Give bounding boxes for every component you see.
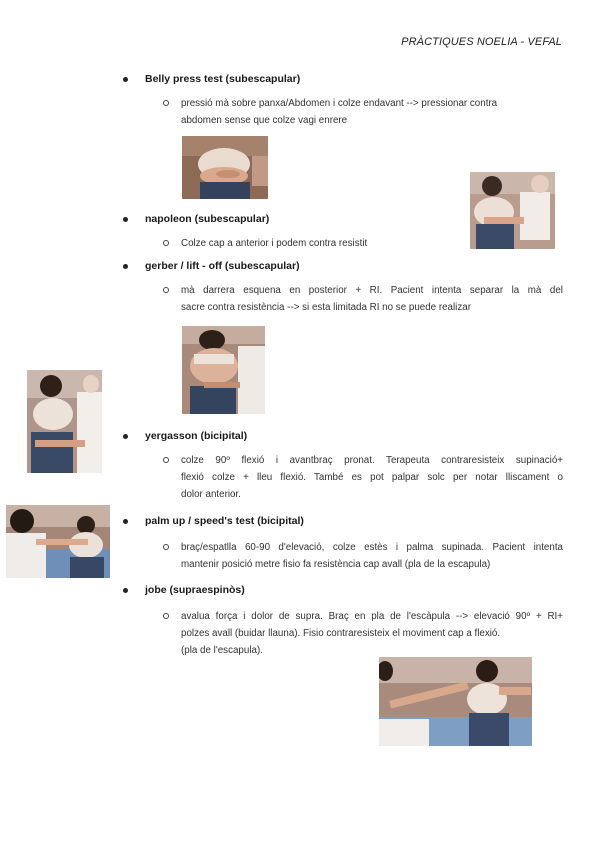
test-title: gerber / lift - off (subescapular) [145, 260, 300, 272]
test-description [181, 452, 563, 503]
test-description [181, 95, 563, 129]
description-line: avalua força i dolor de supra. Braç en pla de l'escàpula --> elevació 90º + RI+ [181, 611, 563, 622]
bullet [123, 434, 128, 439]
description-line: pressió mà sobre panxa/Abdomen i colze endavant --> pressionar contra [181, 98, 498, 109]
description-line: flexió colze + lleu flexió. També es pot palpar solc per notar lliscament o [181, 472, 563, 483]
test-title: yergasson (bicipital) [145, 430, 248, 442]
sub-bullet [163, 287, 169, 293]
sub-bullet [163, 457, 169, 463]
test-item-speed-test [145, 515, 304, 527]
description-line: abdomen sense que colze vagi enrere [181, 115, 348, 126]
test-description [181, 235, 563, 252]
bullet [123, 77, 128, 82]
lift-off-photo [182, 326, 265, 414]
test-description [181, 539, 563, 573]
jobe-photo [379, 657, 532, 746]
sub-bullet [163, 544, 169, 550]
bullet [123, 519, 128, 524]
speed-test-photo [6, 505, 110, 578]
test-description [181, 282, 563, 316]
test-title: Belly press test (subescapular) [145, 73, 301, 85]
sub-bullet [163, 240, 169, 246]
test-title: napoleon (subescapular) [145, 213, 270, 225]
test-item-lift-off [145, 260, 300, 272]
test-item-napoleon [145, 213, 269, 225]
sub-bullet [163, 613, 169, 619]
description-line: sacre contra resistència --> si esta limitada RI no se puede realizar [181, 302, 471, 313]
description-line: (pla de l'escapula). [181, 645, 263, 656]
description-line: Colze cap a anterior i podem contra resistit [181, 238, 368, 249]
test-item-jobe [145, 584, 245, 596]
test-title: jobe (supraespinòs) [145, 584, 245, 596]
bullet [123, 588, 128, 593]
description-line: colze 90º flexió i avantbraç pronat. Terapeuta contraresisteix supinació+ [181, 455, 563, 466]
description-line: dolor anterior. [181, 489, 241, 500]
belly-press-photo [182, 136, 268, 199]
sub-bullet [163, 100, 169, 106]
yergasson-photo [27, 370, 102, 473]
test-item-belly-press [145, 73, 300, 85]
test-title: palm up / speed's test (bicipital) [145, 515, 304, 527]
test-description [181, 608, 563, 659]
test-item-yergasson [145, 430, 247, 442]
description-line: mantenir posició metre fisio fa resistència cap avall (pla de la escapula) [181, 559, 491, 570]
bullet [123, 264, 128, 269]
description-line: polzes avall (buidar llauna). Fisio contraresisteix el moviment cap a flexió. [181, 628, 501, 639]
page-header: PRÀCTIQUES NOELIA - VEFAL [401, 36, 562, 48]
description-line: mà darrera esquena en posterior + RI. Pacient intenta separar la mà del [181, 285, 563, 296]
description-line: braç/espatlla 60-90 d'elevació, colze estès i palma supinada. Pacient intenta [181, 542, 563, 553]
bullet [123, 217, 128, 222]
